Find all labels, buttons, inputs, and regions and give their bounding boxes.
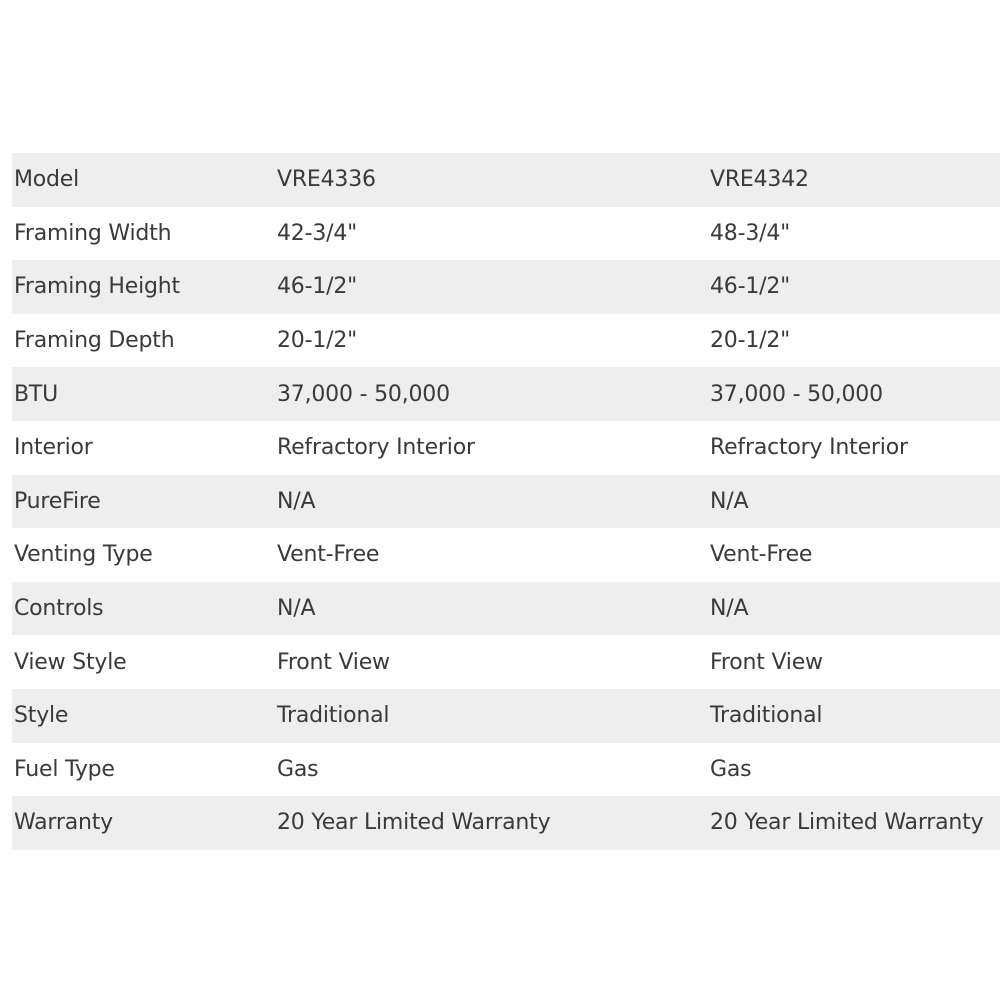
value-vre4342: Traditional xyxy=(710,689,1000,743)
value-vre4342: N/A xyxy=(710,475,1000,529)
value-vre4336: 20-1/2" xyxy=(277,314,710,368)
row-purefire xyxy=(12,475,1000,529)
row-framing-width xyxy=(12,207,1000,261)
value-vre4336: Vent-Free xyxy=(277,528,710,582)
row-venting-type xyxy=(12,528,1000,582)
row-label: Interior xyxy=(12,421,277,475)
value-vre4336: Front View xyxy=(277,635,710,689)
spec-table xyxy=(12,153,1000,850)
value-vre4336: 20 Year Limited Warranty xyxy=(277,796,710,850)
row-label: BTU xyxy=(12,367,277,421)
row-framing-depth xyxy=(12,314,1000,368)
spec-table-body xyxy=(12,153,1000,850)
value-vre4336: 37,000 - 50,000 xyxy=(277,367,710,421)
value-vre4336: 42-3/4" xyxy=(277,207,710,261)
value-vre4342: Front View xyxy=(710,635,1000,689)
value-vre4342: N/A xyxy=(710,582,1000,636)
value-vre4342: 20 Year Limited Warranty xyxy=(710,796,1000,850)
row-label: Framing Width xyxy=(12,207,277,261)
row-view-style xyxy=(12,635,1000,689)
row-warranty xyxy=(12,796,1000,850)
row-btu xyxy=(12,367,1000,421)
row-label: Warranty xyxy=(12,796,277,850)
row-label: Fuel Type xyxy=(12,743,277,797)
row-label: Style xyxy=(12,689,277,743)
value-vre4342: Vent-Free xyxy=(710,528,1000,582)
value-vre4336: 46-1/2" xyxy=(277,260,710,314)
row-fuel-type xyxy=(12,743,1000,797)
row-model xyxy=(12,153,1000,207)
row-label: Framing Height xyxy=(12,260,277,314)
value-vre4342: 20-1/2" xyxy=(710,314,1000,368)
value-vre4336: Refractory Interior xyxy=(277,421,710,475)
row-style xyxy=(12,689,1000,743)
row-label: Controls xyxy=(12,582,277,636)
row-controls xyxy=(12,582,1000,636)
value-vre4342: 46-1/2" xyxy=(710,260,1000,314)
row-interior xyxy=(12,421,1000,475)
value-vre4336: Gas xyxy=(277,743,710,797)
value-vre4336: VRE4336 xyxy=(277,153,710,207)
row-label: Venting Type xyxy=(12,528,277,582)
value-vre4336: N/A xyxy=(277,475,710,529)
value-vre4336: Traditional xyxy=(277,689,710,743)
value-vre4336: N/A xyxy=(277,582,710,636)
value-vre4342: Gas xyxy=(710,743,1000,797)
value-vre4342: 48-3/4" xyxy=(710,207,1000,261)
row-label: PureFire xyxy=(12,475,277,529)
value-vre4342: 37,000 - 50,000 xyxy=(710,367,1000,421)
row-label: Framing Depth xyxy=(12,314,277,368)
value-vre4342: Refractory Interior xyxy=(710,421,1000,475)
value-vre4342: VRE4342 xyxy=(710,153,1000,207)
row-label: Model xyxy=(12,153,277,207)
row-label: View Style xyxy=(12,635,277,689)
row-framing-height xyxy=(12,260,1000,314)
